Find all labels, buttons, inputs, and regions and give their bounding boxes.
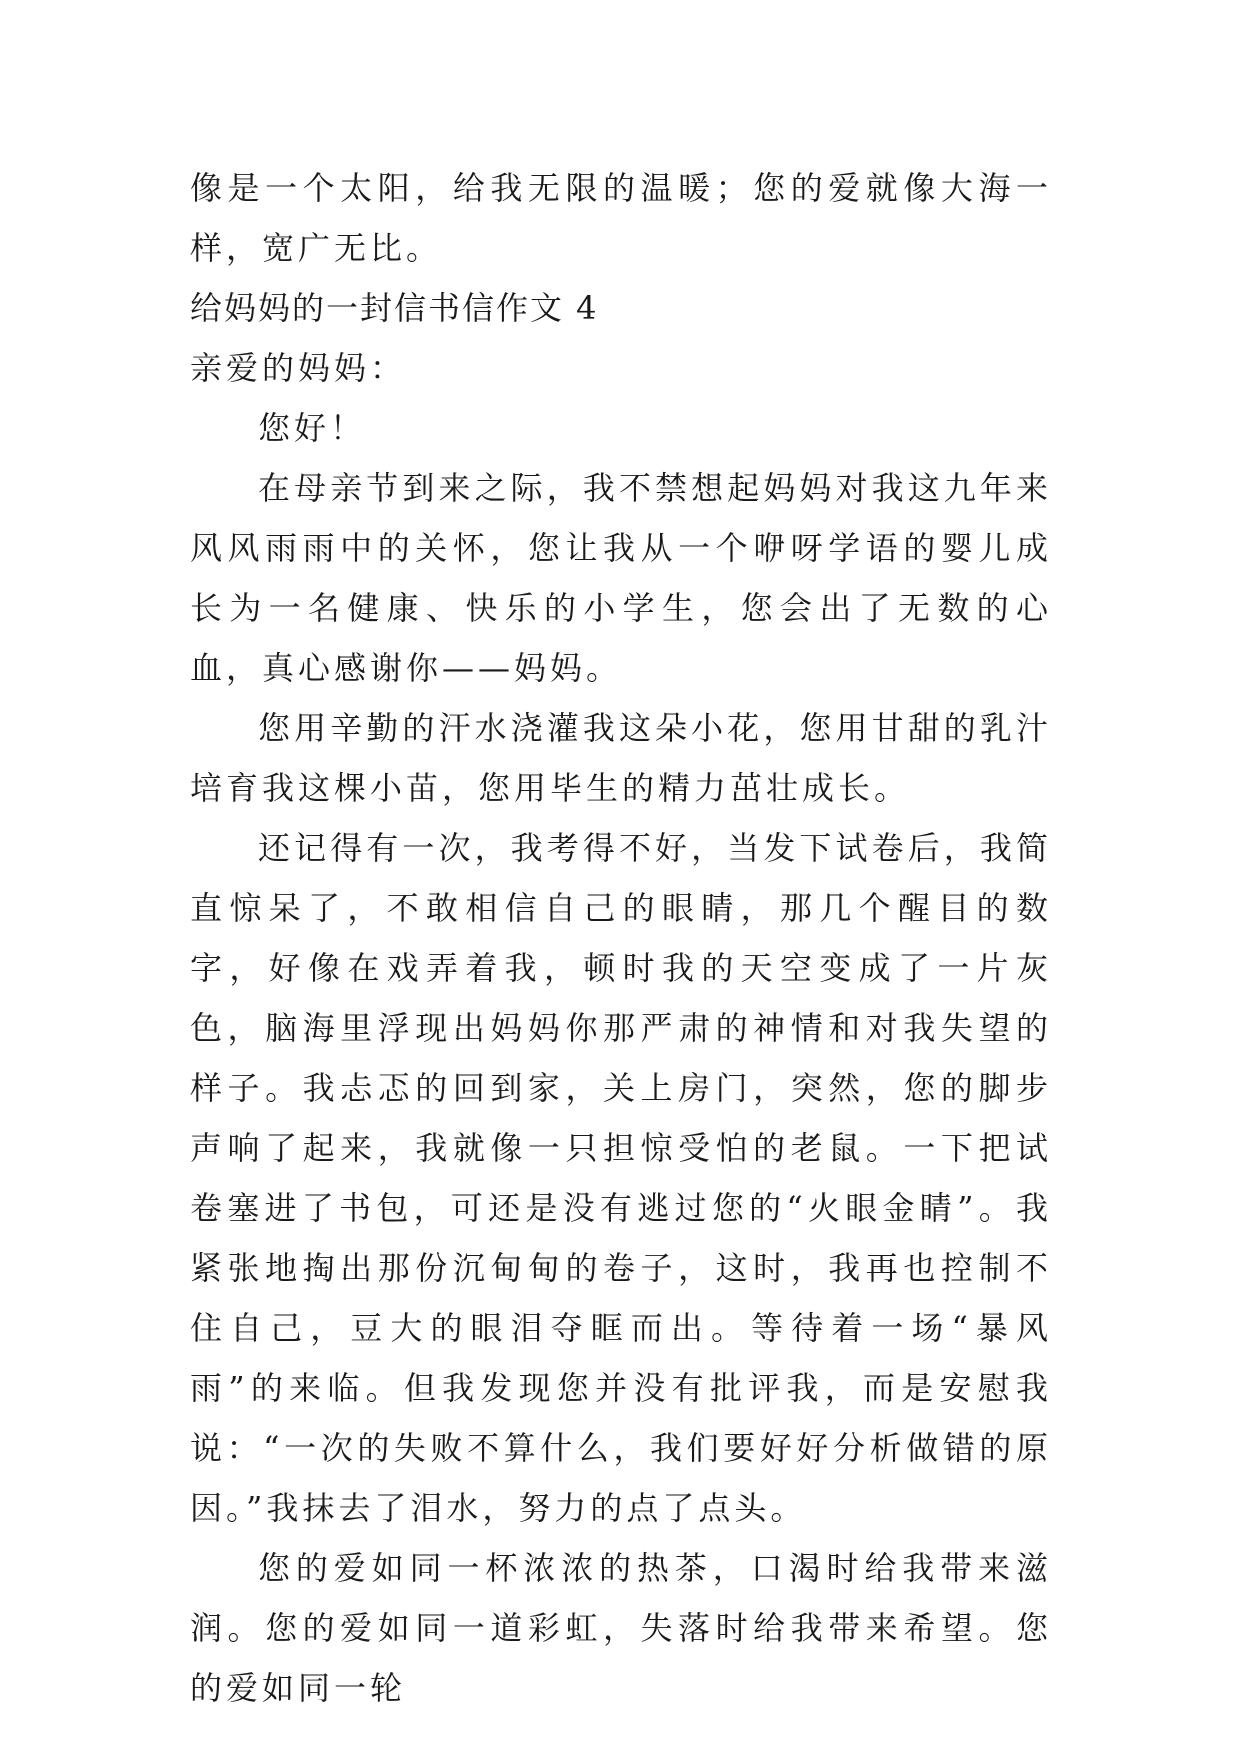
paragraph-body-1: 在母亲节到来之际，我不禁想起妈妈对我这九年来风风雨雨中的关怀，您让我从一个咿呀学语的婴儿成长为一名健康、快乐的小学生，您会出了无数的心血，真心感谢你——妈妈。 [190,469,1052,687]
letter-salutation: 亲爱的妈妈： [190,349,407,387]
paragraph-body-4: 您的爱如同一杯浓浓的热茶，口渴时给我带来滋润。您的爱如同一道彩虹，失落时给我带来希望。您的爱如同一轮 [190,1549,1052,1707]
paragraph-body-3: 还记得有一次，我考得不好，当发下试卷后，我简直惊呆了，不敢相信自己的眼睛，那几个醒目的数字，好像在戏弄着我，顿时我的天空变成了一片灰色，脑海里浮现出妈妈你那严肃的神情和对我失望的样子。我忐忑的回到家，关上房门，突然，您的脚步声响了起来，我就像一只担惊受怕的老鼠。一下把试卷塞进了书包，可还是没有逃过您的“火眼金睛”。我紧张地掏出那份沉甸甸的卷子，这时，我再也控制不住自己，豆大的眼泪夺眶而出。等待着一场“暴风雨”的来临。但我发现您并没有批评我，而是安慰我说：“一次的失败不算什么，我们要好好分析做错的原因。”我抹去了泪水，努力的点了点头。 [190,829,1052,1527]
letter-title: 给妈妈的一封信书信作文 4 [190,289,599,327]
paragraph-body-2: 您用辛勤的汗水浇灌我这朵小花，您用甘甜的乳汁培育我这棵小苗，您用毕生的精力茁壮成长。 [190,709,1052,807]
document-body [190,158,1052,1718]
paragraph-continuation: 像是一个太阳，给我无限的温暖；您的爱就像大海一样，宽广无比。 [190,169,1052,267]
letter-greeting: 您好！ [258,409,367,447]
